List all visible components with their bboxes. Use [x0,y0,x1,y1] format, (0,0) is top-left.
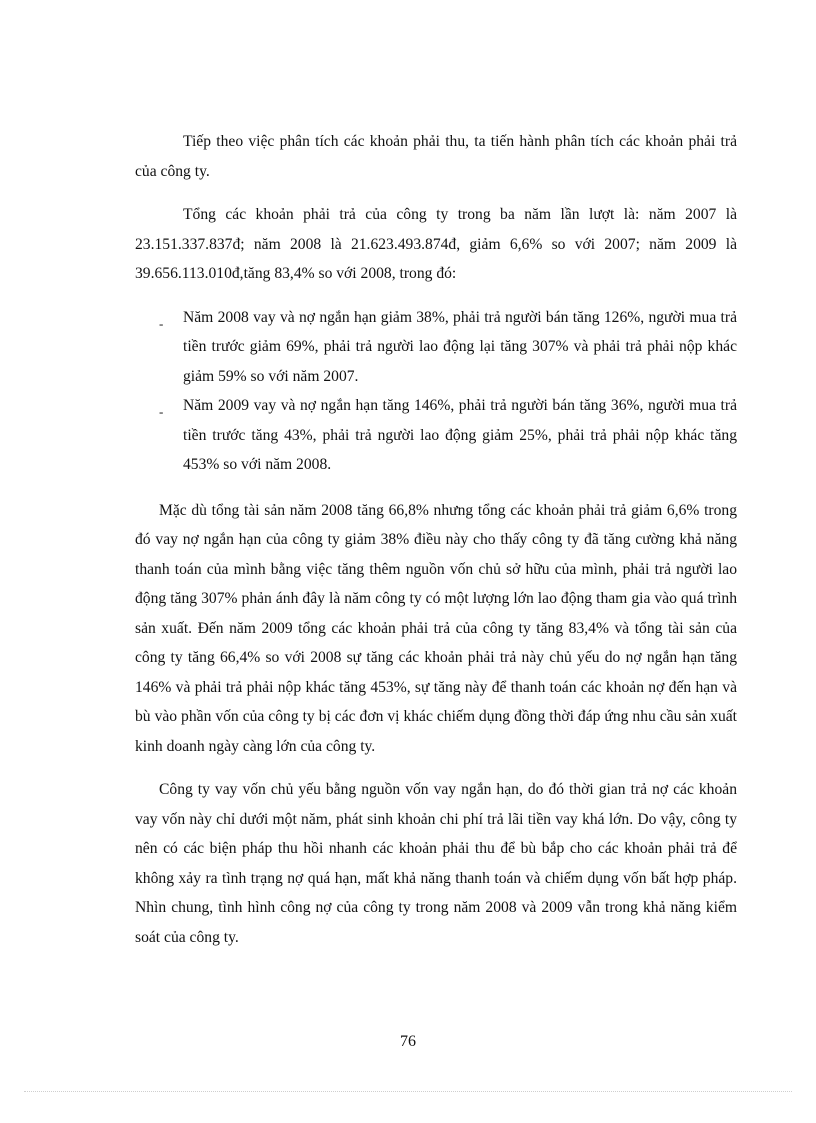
page-body [135,127,737,952]
bullet-list [135,303,737,480]
paragraph-conclusion: Công ty vay vốn chủ yếu bằng nguồn vốn vay ngắn hạn, do đó thời gian trả nợ các khoản vay vốn này chỉ dưới một năm, phát sinh khoản chi phí trả lãi tiền vay khá lớn. Do vậy, công ty nên có các biện pháp thu hồi nhanh các khoản phải thu để bù bắp cho các khoản phải trả để không xảy ra tình trạng nợ quá hạn, mất khả năng thanh toán và chiếm dụng vốn bất hợp pháp. Nhìn chung, tình hình công nợ của công ty trong năm 2008 và 2009 vẫn trong khả năng kiểm soát của công ty. [135,781,737,946]
bullet-dash-icon: - [159,404,164,419]
paragraph-analysis: Mặc dù tổng tài sản năm 2008 tăng 66,8% nhưng tổng các khoản phải trả giảm 6,6% trong đó vay nợ ngắn hạn của công ty giảm 38% điều này cho thấy công ty đã tăng cường khả năng thanh toán của mình bằng việc tăng thêm nguồn vốn chủ sở hữu của mình, phải trả người lao động tăng 307% phản ánh đây là năm công ty có một lượng lớn lao động tham gia vào quá trình sản xuất. Đến năm 2009 tổng các khoản phải trả của công ty tăng 83,4% và tổng tài sản của công ty tăng 66,4% so với 2008 sự tăng các khoản phải trả này chủ yếu do nợ ngắn hạn tăng 146% và phải trả phải nộp khác tăng 453%, sự tăng này để thanh toán các khoản nợ đến hạn và bù vào phần vốn của công ty bị các đơn vị khác chiếm dụng đồng thời đáp ứng nhu cầu sản xuất kinh doanh ngày càng lớn của công ty. [135,501,737,755]
bullet-dash-icon: - [159,315,164,331]
paragraph-intro: Tiếp theo việc phân tích các khoản phải thu, ta tiến hành phân tích các khoản phải trả của công ty. [135,133,737,180]
list-item [159,391,737,480]
bullet-text-2008: Năm 2008 vay và nợ ngắn hạn giảm 38%, phải trả người bán tăng 126%, người mua trả tiền trước giảm 69%, phải trả người lao động lại tăng 307% và phải trả phải nộp khác giảm 59% so với năm 2007. [183,308,737,385]
page-number: 76 [400,1033,416,1050]
footer-divider [24,1091,792,1092]
list-item [159,303,737,392]
bullet-text-2009: Năm 2009 vay và nợ ngắn hạn tăng 146%, phải trả người bán tăng 36%, người mua trả tiền trước tăng 43%, phải trả người lao động giảm 25%, phải trả phải nộp khác tăng 453% so với năm 2008. [183,397,737,473]
paragraph-totals: Tổng các khoản phải trả của công ty trong ba năm lần lượt là: năm 2007 là 23.151.337.837đ; năm 2008 là 21.623.493.874đ, giảm 6,6% so với 2007; năm 2009 là 39.656.113.010đ,tăng 83,4% so với 2008, trong đó: [135,206,737,282]
